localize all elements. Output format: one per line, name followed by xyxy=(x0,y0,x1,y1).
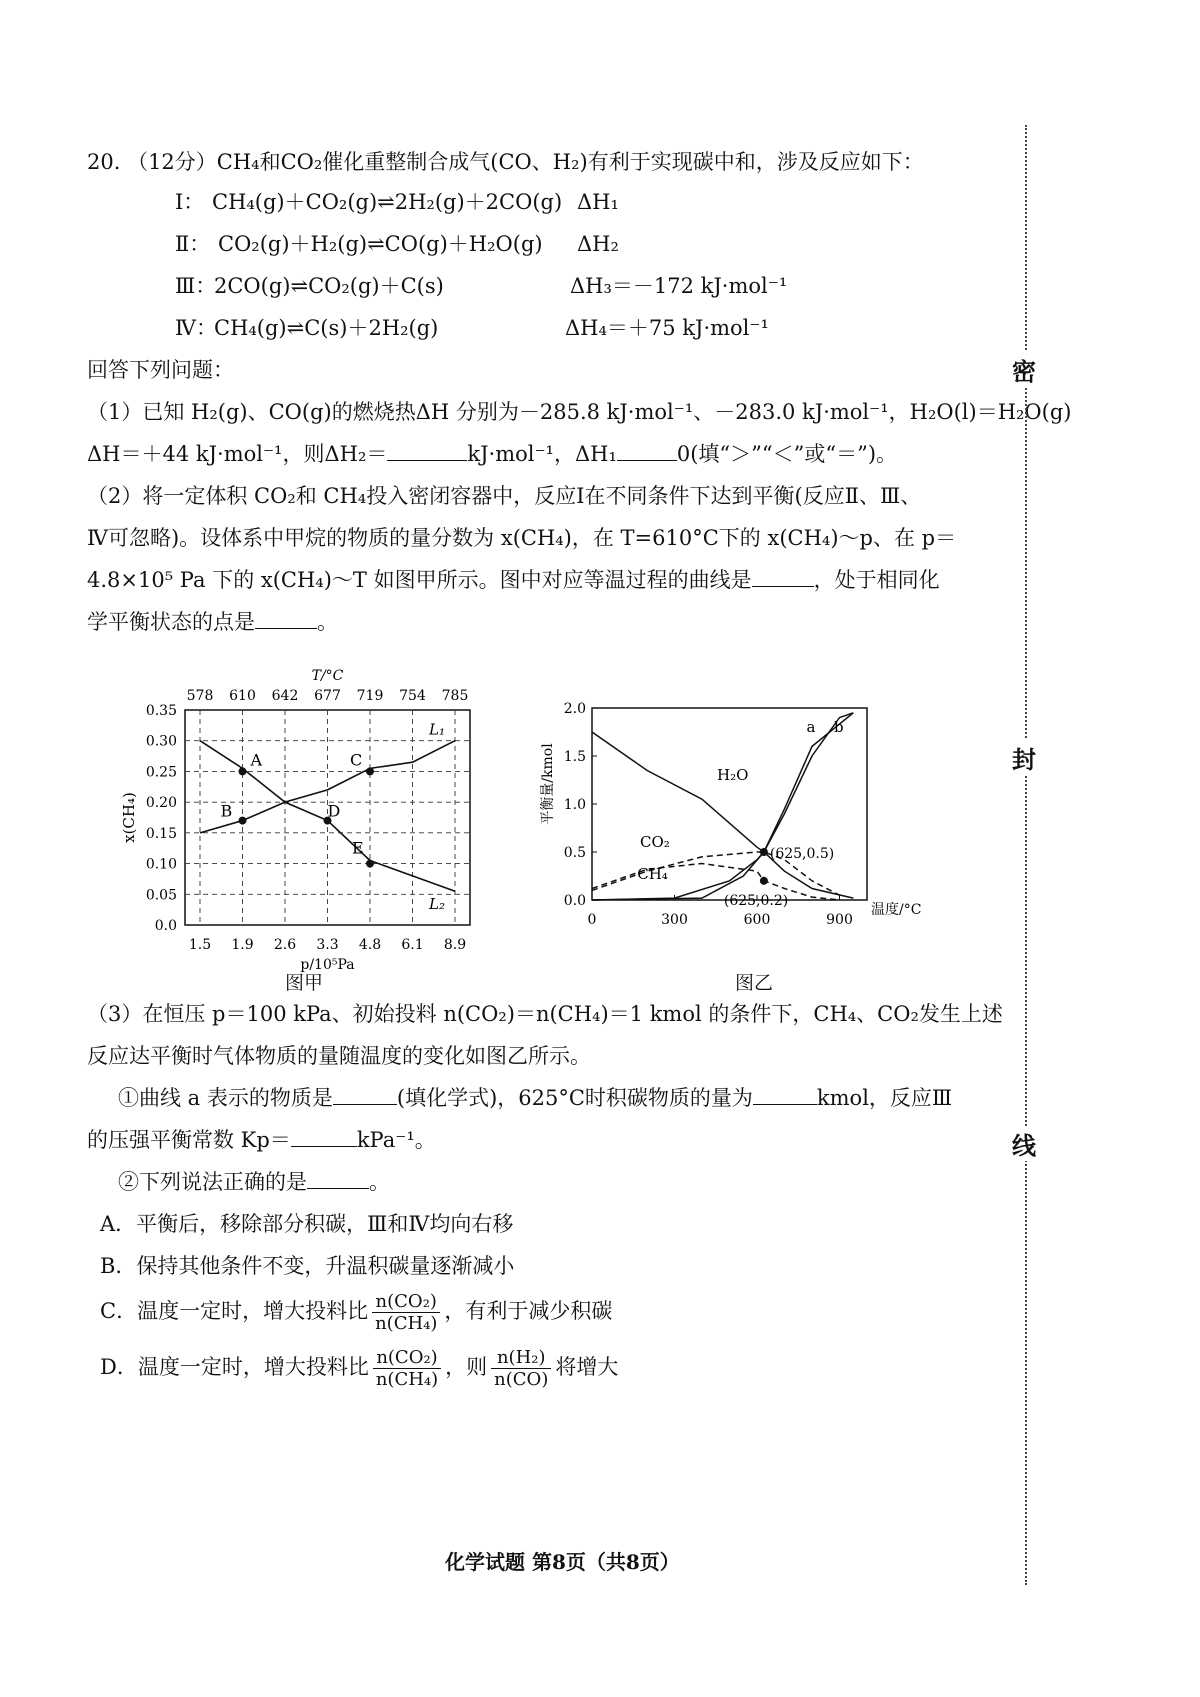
reaction-enthalpy: ΔH₂ xyxy=(577,232,619,256)
top-tick-label: 754 xyxy=(399,688,426,704)
part3-line1: （3）在恒压 p＝100 kPa、初始投料 n(CO₂)＝n(CH₄)＝1 kmol 的条件下，CH₄、CO₂发生上述 xyxy=(87,1002,1003,1026)
series-label: a xyxy=(806,718,816,736)
binding-line xyxy=(1025,125,1027,1585)
ratio-denominator: n(CH₄) xyxy=(375,1369,439,1390)
y-tick-label: 0.15 xyxy=(145,825,177,842)
series-label: H₂O xyxy=(717,766,749,784)
side-mark-feng: 封 xyxy=(1012,740,1036,775)
y-tick-label: 1.5 xyxy=(563,749,586,765)
series-line xyxy=(592,713,853,900)
x-tick-label: 3.3 xyxy=(316,937,339,953)
option-d-text-c: 将增大 xyxy=(555,1355,619,1379)
answer-blank-same-state-points[interactable] xyxy=(255,608,317,629)
point-annotation: (625,0.5) xyxy=(769,846,835,862)
x-tick-label: 0 xyxy=(587,912,597,928)
option-d-text-a: D．温度一定时，增大投料比 xyxy=(100,1355,369,1379)
option-d-text-b: ，则 xyxy=(445,1355,488,1379)
series-label: L₁ xyxy=(429,720,445,739)
part1-text-b: kJ·mol⁻¹，ΔH₁ xyxy=(467,442,617,466)
side-mark-xian: 线 xyxy=(1012,1126,1036,1161)
part3-q1-text-d: 的压强平衡常数 Kp＝ xyxy=(87,1128,291,1152)
y-tick-label: 0.0 xyxy=(563,893,586,909)
series-label: L₂ xyxy=(429,895,445,914)
part2-line4 xyxy=(87,608,338,636)
part2-line1: （2）将一定体积 CO₂和 CH₄投入密闭容器中，反应Ⅰ在不同条件下达到平衡(反应Ⅱ、Ⅲ、 xyxy=(87,484,922,508)
answer-blank-choice[interactable] xyxy=(307,1168,369,1189)
top-tick-label: 642 xyxy=(271,688,299,704)
reaction-label: Ⅳ： xyxy=(175,316,217,340)
y-tick-label: 0.05 xyxy=(145,887,177,904)
top-tick-label: 578 xyxy=(186,688,214,704)
top-tick-label: 785 xyxy=(441,688,469,704)
marked-point xyxy=(760,848,768,856)
series-line xyxy=(592,732,853,898)
state-point xyxy=(239,767,247,775)
option-d xyxy=(100,1340,618,1394)
part2-text-a: 4.8×10⁵ Pa 下的 x(CH₄)～T 如图甲所示。图中对应等温过程的曲线是 xyxy=(87,568,752,592)
ratio-denominator: n(CO) xyxy=(494,1369,549,1390)
y-tick-label: 0.10 xyxy=(145,856,177,873)
option-c-text-b: ，有利于减少积碳 xyxy=(444,1299,613,1323)
y-axis-label: 平衡量/kmol xyxy=(540,743,556,825)
ratio-numerator: n(CO₂) xyxy=(373,1347,441,1369)
part1-line1: （1）已知 H₂(g)、CO(g)的燃烧热ΔH 分别为－285.8 kJ·mol⁻¹、－283.0 kJ·mol⁻¹，H₂O(l)＝H₂O(g) xyxy=(87,400,1072,424)
option-a: A．平衡后，移除部分积碳，Ⅲ和Ⅳ均向右移 xyxy=(100,1212,514,1236)
option-b: B．保持其他条件不变，升温积碳量逐渐减小 xyxy=(100,1254,515,1278)
part2-text-d: 。 xyxy=(317,610,338,634)
part3-q1-text-e: kPa⁻¹。 xyxy=(356,1128,436,1152)
y-tick-label: 0.0 xyxy=(154,918,177,934)
series-line xyxy=(592,713,853,900)
top-axis-label: T/°C xyxy=(311,668,344,684)
part1-text-c: 0(填“＞”“＜”或“＝”)。 xyxy=(676,442,898,466)
x-tick-label: 2.6 xyxy=(273,937,297,953)
y-tick-label: 1.0 xyxy=(563,797,586,813)
y-tick-label: 0.30 xyxy=(145,733,177,750)
reaction-equation: CH₄(g)＋CO₂(g)⇌2H₂(g)＋2CO(g) xyxy=(212,190,563,214)
state-point xyxy=(239,817,247,825)
state-point xyxy=(366,767,374,775)
top-tick-label: 719 xyxy=(356,688,384,704)
answer-blank-carbon-amount[interactable] xyxy=(753,1084,817,1105)
answer-blank-dh1[interactable] xyxy=(617,440,677,461)
chart-jia xyxy=(110,660,480,990)
option-d-h2-co-ratio xyxy=(491,1347,551,1390)
state-point xyxy=(366,860,374,868)
page-footer: 化学试题 第8页（共8页） xyxy=(445,1550,680,1574)
state-point-label: C xyxy=(350,750,363,770)
series-label: CH₄ xyxy=(637,864,668,883)
reaction-equation: CH₄(g)⇌C(s)＋2H₂(g) xyxy=(214,316,439,340)
y-tick-label: 0.20 xyxy=(145,795,177,812)
part1-line2 xyxy=(87,440,897,468)
ratio-denominator: n(CH₄) xyxy=(375,1313,438,1334)
part3-q1-text-c: kmol，反应Ⅲ xyxy=(816,1086,953,1110)
top-tick-label: 610 xyxy=(229,688,256,704)
option-c-ratio xyxy=(372,1291,440,1334)
part3-line2: 反应达平衡时气体物质的量随温度的变化如图乙所示。 xyxy=(87,1044,591,1068)
part3-q2-text-b: 。 xyxy=(369,1170,390,1194)
marked-point xyxy=(760,877,768,885)
part3-q1-text-b: (填化学式)，625°C时积碳物质的量为 xyxy=(396,1086,753,1110)
reaction-enthalpy: ΔH₁ xyxy=(577,190,619,214)
chart-yi xyxy=(530,690,950,970)
reaction-enthalpy: ΔH₃＝－172 kJ·mol⁻¹ xyxy=(570,274,788,298)
answer-blank-dh2[interactable] xyxy=(387,440,467,461)
x-tick-label: 8.9 xyxy=(443,937,467,953)
part3-q1-line2 xyxy=(87,1126,436,1154)
state-point-label: B xyxy=(220,801,233,821)
series-label: CO₂ xyxy=(640,833,670,852)
ratio-numerator: n(CO₂) xyxy=(372,1291,440,1313)
state-point-label: D xyxy=(327,801,341,821)
reaction-label: Ⅱ： xyxy=(175,232,211,256)
part3-q1-text-a: ①曲线 a 表示的物质是 xyxy=(118,1086,333,1110)
ratio-numerator: n(H₂) xyxy=(491,1347,551,1369)
series-label: b xyxy=(834,718,844,736)
answer-blank-isothermal-curve[interactable] xyxy=(752,566,814,587)
x-tick-label: 6.1 xyxy=(401,937,424,953)
point-annotation: (625,0.2) xyxy=(723,892,789,909)
chart-jia-caption: 图甲 xyxy=(285,972,324,994)
state-point-label: E xyxy=(352,838,364,858)
chart-yi-caption: 图乙 xyxy=(735,972,774,994)
option-c xyxy=(100,1284,612,1338)
x-tick-label: 4.8 xyxy=(358,937,382,953)
reaction-label: Ⅰ： xyxy=(175,190,205,214)
x-tick-label: 900 xyxy=(826,912,853,928)
reaction-enthalpy: ΔH₄＝＋75 kJ·mol⁻¹ xyxy=(565,316,769,340)
y-tick-label: 0.25 xyxy=(145,764,177,781)
x-axis-label: p/10⁵Pa xyxy=(300,957,355,973)
reaction-equation: CO₂(g)＋H₂(g)⇌CO(g)＋H₂O(g) xyxy=(218,232,543,256)
x-axis-label: 温度/°C xyxy=(871,902,922,918)
option-c-text-a: C．温度一定时，增大投料比 xyxy=(100,1299,369,1323)
reaction-label: Ⅲ： xyxy=(175,274,217,298)
part3-q1-line1 xyxy=(118,1084,952,1112)
top-tick-label: 677 xyxy=(314,688,341,704)
x-tick-label: 300 xyxy=(661,912,688,928)
answer-prompt: 回答下列问题： xyxy=(87,358,234,382)
part3-q2-text-a: ②下列说法正确的是 xyxy=(118,1170,307,1194)
side-mark-mi: 密 xyxy=(1012,352,1036,387)
state-point-label: A xyxy=(250,750,263,770)
y-tick-label: 0.5 xyxy=(563,845,586,861)
part2-text-b: ，处于相同化 xyxy=(813,568,940,592)
x-tick-label: 1.9 xyxy=(231,937,254,953)
y-tick-label: 2.0 xyxy=(563,701,586,717)
reaction-equation: 2CO(g)⇌CO₂(g)＋C(s) xyxy=(214,274,444,298)
question-stem: 20. （12分）CH₄和CO₂催化重整制合成气(CO、H₂)有利于实现碳中和，涉及反应如下： xyxy=(87,150,924,174)
x-tick-label: 600 xyxy=(743,912,771,928)
part2-line2: Ⅳ可忽略)。设体系中甲烷的物质的量分数为 x(CH₄)，在 T=610°C下的 x(CH₄)～p、在 p＝ xyxy=(87,526,957,550)
answer-blank-curve-a[interactable] xyxy=(333,1084,397,1105)
part2-text-c: 学平衡状态的点是 xyxy=(87,610,255,634)
part3-q2 xyxy=(118,1168,390,1196)
y-axis-label: x(CH₄) xyxy=(120,792,138,843)
x-tick-label: 1.5 xyxy=(188,937,212,953)
part2-line3 xyxy=(87,566,940,594)
option-d-ratio xyxy=(373,1347,441,1390)
part1-text-a: ΔH＝＋44 kJ·mol⁻¹，则ΔH₂＝ xyxy=(87,442,388,466)
y-tick-label: 0.35 xyxy=(145,703,177,719)
answer-blank-kp[interactable] xyxy=(291,1126,357,1147)
